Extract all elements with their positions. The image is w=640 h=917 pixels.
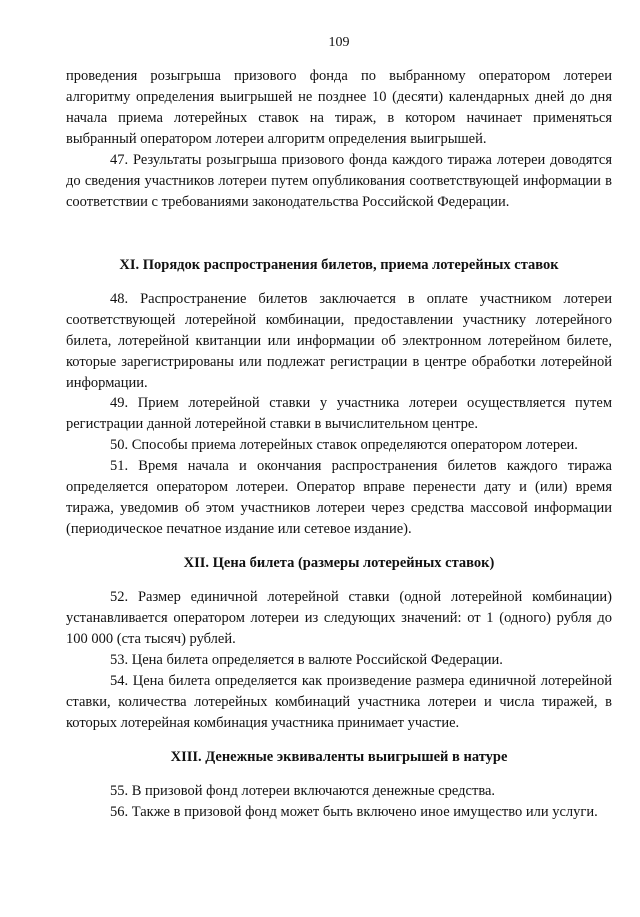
paragraph-continuation: проведения розыгрыша призового фонда по выбранному оператором лотереи алгоритму определения выигрышей не позднее 10 (десяти) календарных дней до дня начала приема лотерейных ставок на тираж, в котором начинает применяться выбранный оператором лотереи алгоритм определения выигрышей.	[66, 68, 612, 147]
paragraph-55: 55. В призовой фонд лотереи включаются денежные средства.	[110, 783, 496, 799]
paragraph-49: 49. Прием лотерейной ставки у участника лотереи осуществляется путем регистрации данной лотерейной ставки в вычислительном центре.	[66, 395, 612, 432]
paragraph-51: 51. Время начала и окончания распространения билетов каждого тиража определяется оператором лотереи. Оператор вправе перенести дату и (или) время тиража, уведомив об этом участников лотереи через средства массовой информации (периодическое печатное издание или сетевое издание).	[66, 458, 612, 537]
paragraph-54: 54. Цена билета определяется как произведение размера единичной лотерейной ставки, количества лотерейных комбинаций участника лотереи и числа тиражей, в которых лотерейная комбинация участника принимает участие.	[66, 673, 612, 731]
paragraph-50: 50. Способы приема лотерейных ставок определяются оператором лотереи.	[110, 437, 578, 453]
paragraph-48: 48. Распространение билетов заключается в оплате участником лотереи соответствующей лотерейной комбинации, предоставлении участнику лотерейного билета, лотерейной квитанции или информации об электронном лотерейном билете, которые зарегистрированы или подлежат регистрации в центре обработки лотерейной информации.	[66, 291, 612, 391]
section-xii-title: XII. Цена билета (размеры лотерейных ставок)	[183, 555, 495, 571]
paragraph-47: 47. Результаты розыгрыша призового фонда каждого тиража лотереи доводятся до сведения участников лотереи путем опубликования соответствующей информации в соответствии с требованиями законодательства Российской Федерации.	[66, 152, 612, 210]
section-xi-title: XI. Порядок распространения билетов, приема лотерейных ставок	[119, 257, 559, 273]
paragraph-53: 53. Цена билета определяется в валюте Российской Федерации.	[110, 652, 503, 668]
page-number: 109	[328, 35, 350, 50]
paragraph-56: 56. Также в призовой фонд может быть включено иное имущество или услуги.	[110, 804, 598, 820]
section-xiii-title: XIII. Денежные эквиваленты выигрышей в натуре	[170, 749, 508, 765]
paragraph-52: 52. Размер единичной лотерейной ставки (одной лотерейной комбинации) устанавливается оператором лотереи из следующих значений: от 1 (одного) рубля до 100 000 (ста тысяч) рублей.	[66, 589, 612, 647]
